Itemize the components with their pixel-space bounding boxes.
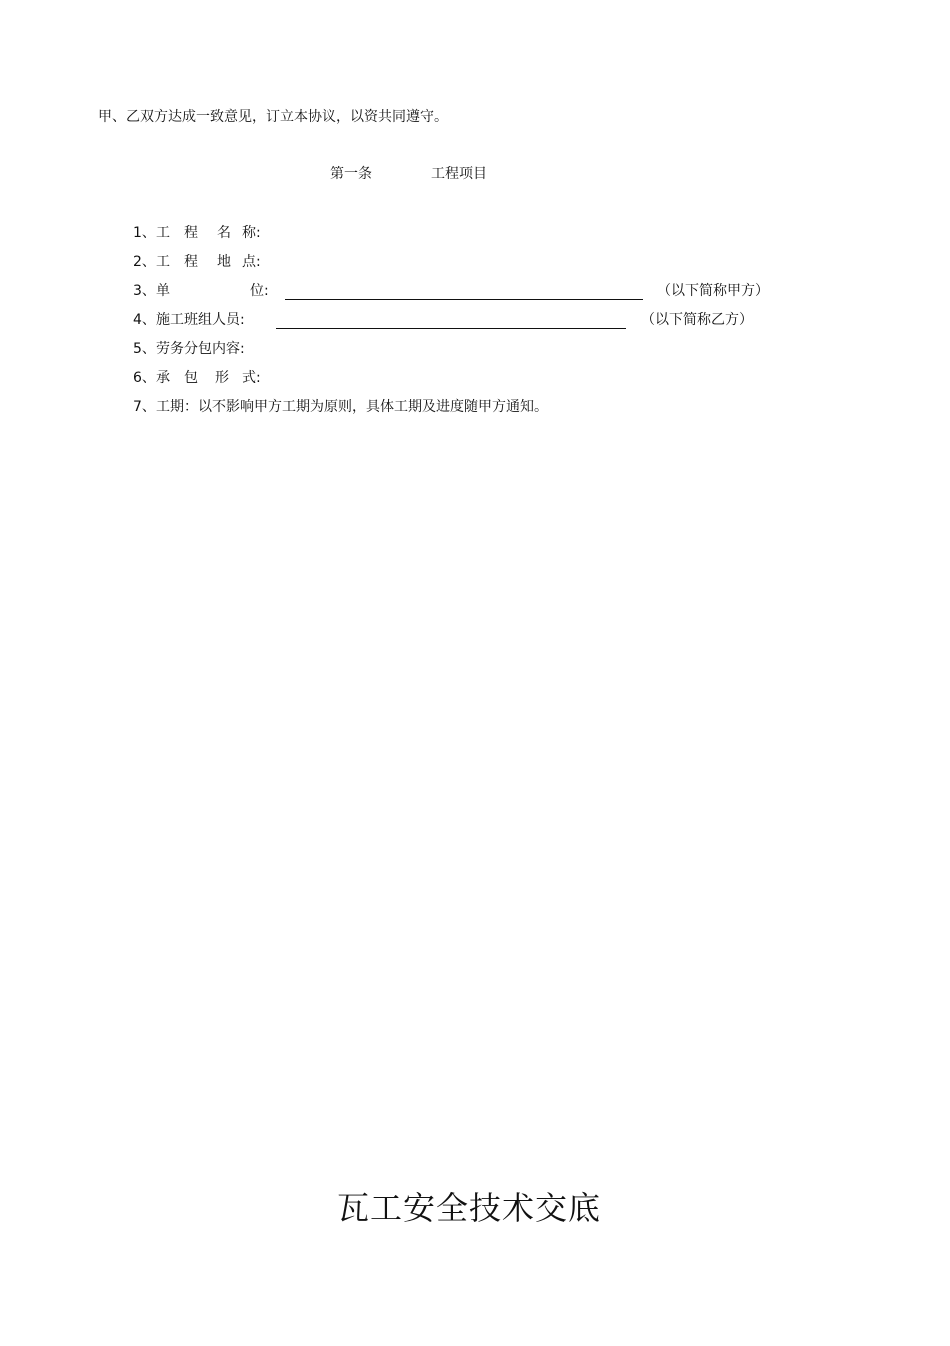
list-item-project-name: [133, 224, 833, 242]
item-label-char: 工: [156, 225, 170, 241]
item-label-char: 式:: [242, 370, 261, 386]
list-item-project-location: [133, 253, 833, 271]
employer-note: （以下简称甲方）: [657, 283, 769, 299]
item-number: 2、: [133, 254, 156, 270]
item-label-char: 形: [215, 370, 229, 386]
list-item-duration: [133, 398, 833, 416]
item-label-char: 程: [184, 225, 198, 241]
item-label-char: 称:: [242, 225, 261, 241]
crew-blank-line[interactable]: [276, 328, 626, 329]
intro-paragraph: 甲、乙双方达成一致意见，订立本协议，以资共同遵守。: [98, 109, 448, 125]
item-label-char: 地: [217, 254, 231, 270]
section-heading: 瓦工安全技术交底: [337, 1189, 602, 1227]
item-label-char: 名: [217, 225, 231, 241]
item-label: 施工班组人员:: [156, 312, 245, 328]
list-item-crew: [133, 311, 833, 333]
item-number: 4、: [133, 312, 156, 328]
employer-blank-line[interactable]: [285, 299, 643, 300]
article-title: 工程项目: [431, 166, 487, 182]
item-label-char: 工: [156, 254, 170, 270]
item-label-char: 单: [156, 283, 170, 299]
item-label: 劳务分包内容:: [156, 341, 245, 357]
item-number: 3、: [133, 283, 156, 299]
item-label: 工期：以不影响甲方工期为原则，具体工期及进度随甲方通知。: [156, 399, 548, 415]
item-number: 6、: [133, 370, 156, 386]
list-item-scope: [133, 340, 833, 358]
item-label-char: 承: [156, 370, 170, 386]
item-number: 5、: [133, 341, 156, 357]
item-number: 7、: [133, 399, 156, 415]
crew-note: （以下简称乙方）: [641, 312, 753, 328]
item-label-char: 程: [184, 254, 198, 270]
list-item-contract-form: [133, 369, 833, 387]
item-label-char: 点:: [242, 254, 261, 270]
item-number: 1、: [133, 225, 156, 241]
list-item-employer: [133, 282, 833, 304]
item-label-char: 包: [184, 370, 198, 386]
article-number: 第一条: [330, 166, 372, 182]
item-label-char: 位:: [250, 283, 269, 299]
